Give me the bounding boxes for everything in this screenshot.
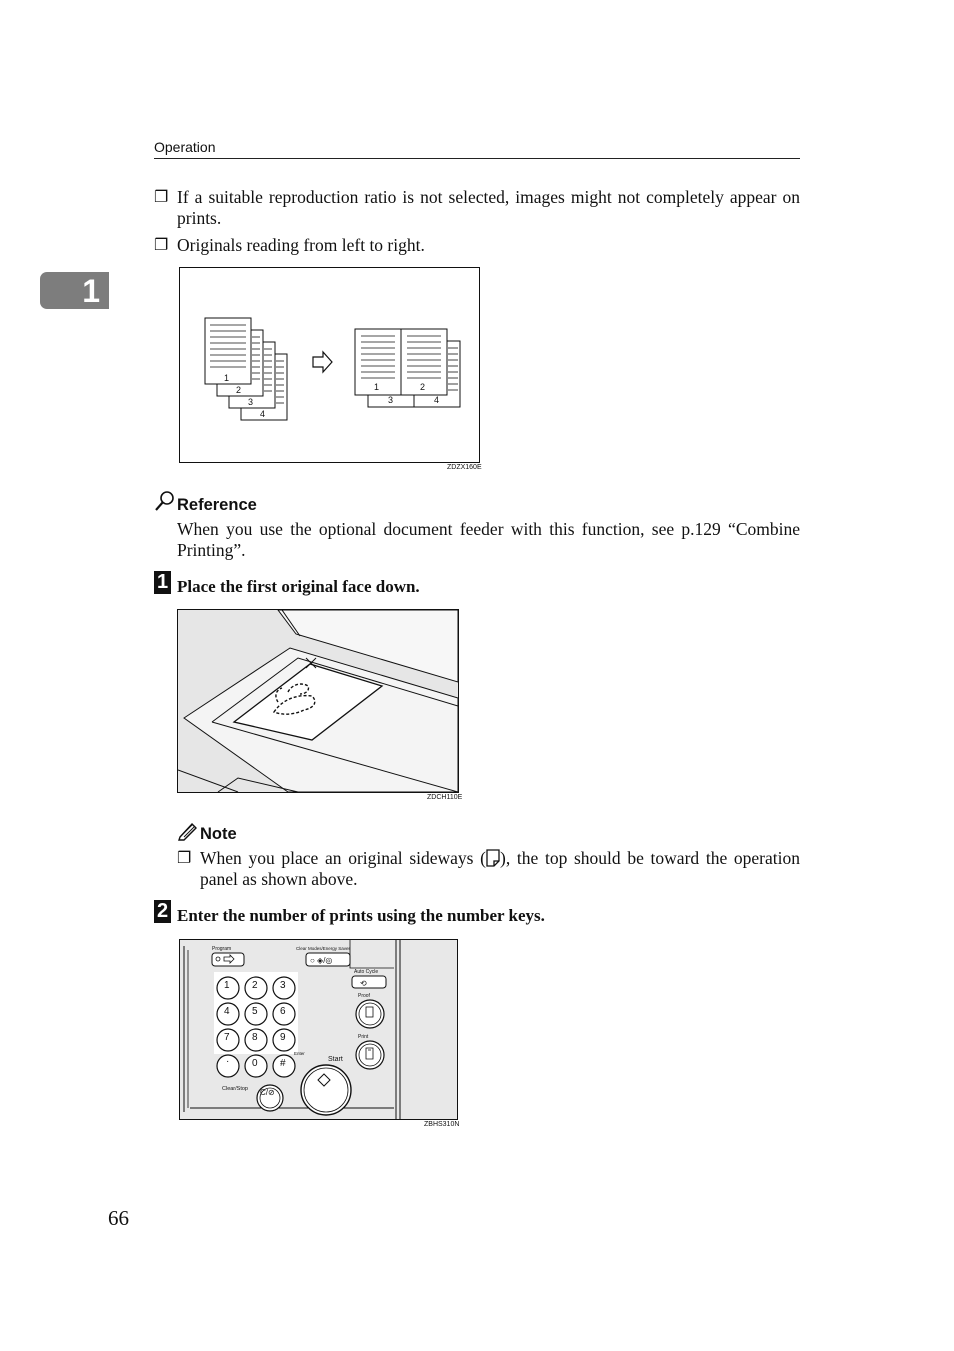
checkbox-bullet-icon: ❐ [154, 189, 169, 206]
start-label: Start [328, 1056, 343, 1063]
number-key-hash [273, 1055, 295, 1077]
enter-label: Enter [294, 1051, 305, 1056]
step-number: 2 [154, 900, 171, 923]
page-number: 66 [108, 1206, 129, 1230]
proof-key [356, 1000, 384, 1028]
note-text-after: ), the top should be toward the operation panel as shown above. [200, 848, 800, 889]
number-key-5 [245, 1003, 267, 1025]
checkbox-bullet-icon: ❐ [177, 850, 192, 867]
bullet-text: Originals reading from left to right. [177, 235, 425, 255]
clear-modes-icon: ○ ◈/◎ [310, 956, 333, 965]
svg-text:7: 7 [224, 1032, 230, 1043]
svg-text:9: 9 [280, 1032, 286, 1043]
svg-text:·: · [226, 1056, 230, 1067]
svg-text:6: 6 [280, 1006, 286, 1017]
pencil-icon [177, 821, 199, 841]
step-title: Enter the number of prints using the number keys. [177, 906, 545, 925]
exposure-glass-figure [177, 609, 459, 793]
figure-code: ZBHS310N [424, 1121, 460, 1128]
header-rule [154, 158, 800, 159]
svg-text:4: 4 [224, 1006, 230, 1017]
number-key-8 [245, 1029, 267, 1051]
note-title: Note [200, 825, 237, 843]
print-key [356, 1041, 384, 1069]
magnifier-icon [154, 490, 176, 512]
note-text [200, 848, 800, 890]
right-arrow-icon [313, 352, 332, 372]
figure-code: ZDZX160E [447, 464, 482, 471]
number-key-2 [245, 977, 267, 999]
right-page-label-3: 3 [388, 395, 394, 405]
left-page-label-3: 3 [248, 397, 254, 407]
auto-cycle-key [352, 976, 386, 988]
sideways-original-icon [486, 849, 500, 867]
checkbox-bullet-icon: ❐ [154, 237, 169, 254]
svg-text:2: 2 [252, 980, 258, 991]
program-label: Program [212, 946, 232, 952]
start-key [301, 1065, 351, 1115]
right-page-label-1: 1 [374, 382, 380, 392]
note-text-before: When you place an original sideways ( [200, 848, 486, 868]
bullet-left-to-right [154, 235, 800, 257]
number-key-1 [217, 977, 239, 999]
left-page-label-4: 4 [260, 409, 266, 419]
svg-text:0: 0 [252, 1058, 258, 1069]
left-page-label-1: 1 [224, 373, 230, 383]
svg-text:3: 3 [280, 980, 286, 991]
svg-text:1: 1 [224, 980, 230, 991]
chapter-tab [40, 272, 109, 309]
svg-text:5: 5 [252, 1006, 258, 1017]
combine-figure [179, 267, 480, 463]
print-label: Print [358, 1034, 369, 1040]
note-bullet [177, 848, 800, 892]
number-key-6 [273, 1003, 295, 1025]
chapter-tab-label: 1 [82, 273, 100, 309]
operation-panel-figure [179, 939, 458, 1120]
svg-text:8: 8 [252, 1032, 258, 1043]
clear-stop-key-label: C/⊘ [260, 1088, 275, 1097]
number-key-9 [273, 1029, 295, 1051]
step-title: Place the first original face down. [177, 577, 420, 596]
number-key-0 [245, 1055, 267, 1077]
step-number: 1 [154, 571, 171, 594]
right-page-label-4: 4 [434, 395, 440, 405]
running-head: Operation [154, 139, 216, 155]
number-key-4 [217, 1003, 239, 1025]
program-key [212, 953, 244, 966]
reference-title: Reference [177, 496, 257, 514]
clear-stop-label: Clear/Stop [222, 1086, 248, 1092]
reference-text: When you use the optional document feeder with this function, see p.129 “Combine Printing”. [177, 519, 800, 560]
number-key-7 [217, 1029, 239, 1051]
left-page-label-2: 2 [236, 385, 242, 395]
number-key-3 [273, 977, 295, 999]
clear-modes-label: Clear Modes/Energy Saver [296, 946, 351, 951]
right-page-label-2: 2 [420, 382, 426, 392]
svg-text:#: # [280, 1058, 286, 1069]
bullet-ratio-warning [154, 187, 800, 231]
auto-cycle-label: Auto Cycle [354, 969, 379, 975]
proof-label: Proof [358, 993, 370, 999]
bullet-text: If a suitable reproduction ratio is not selected, images might not completely appear on prints. [177, 187, 800, 228]
number-key-dot [217, 1055, 239, 1077]
figure-code: ZDCH110E [427, 794, 463, 801]
auto-cycle-icon: ⟲ [360, 979, 367, 988]
